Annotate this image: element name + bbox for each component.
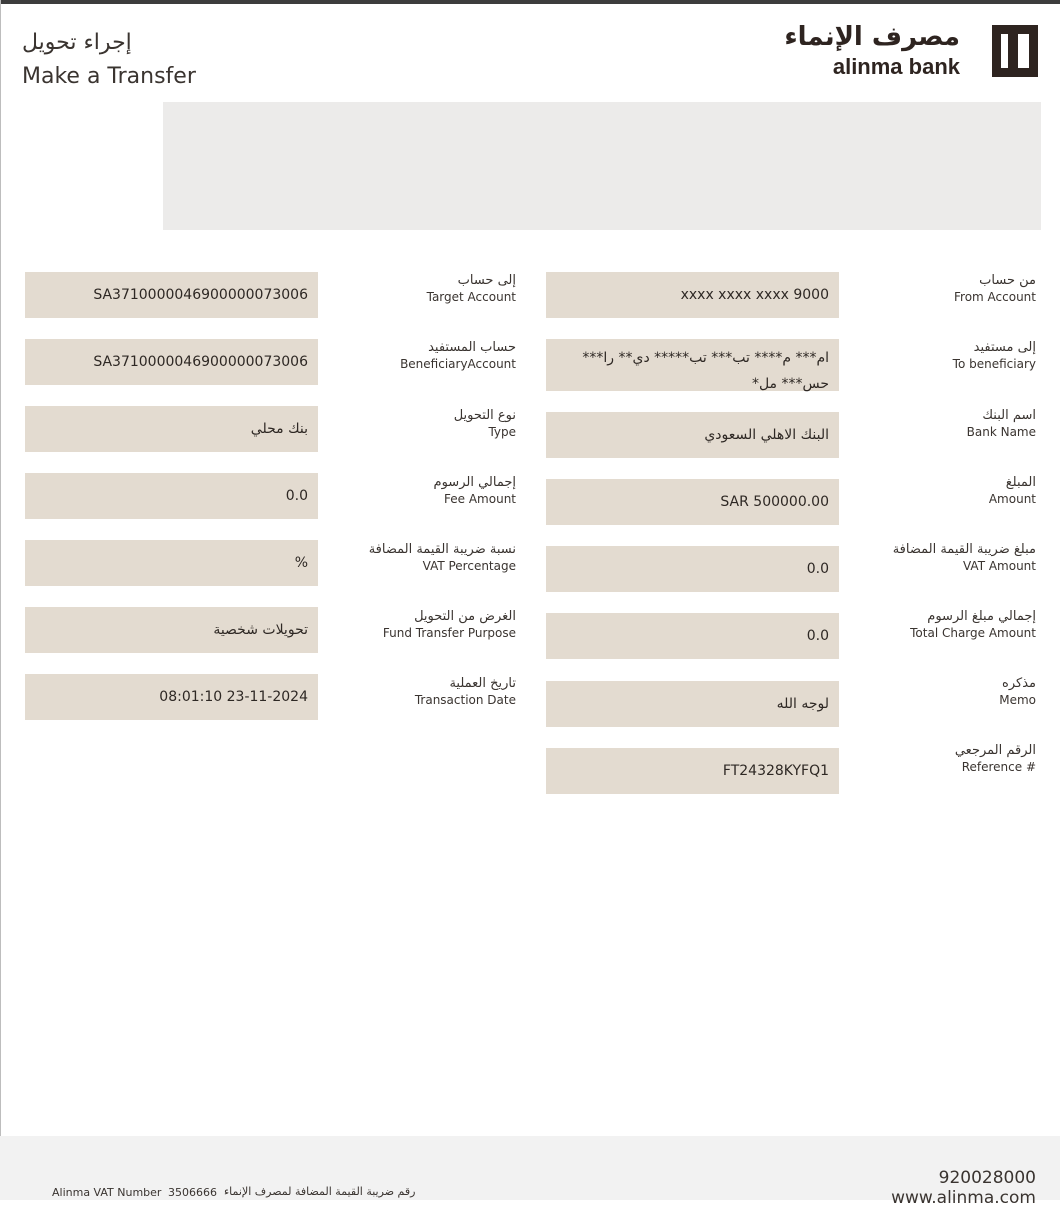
vat-label-en: Alinma VAT Number <box>52 1186 162 1199</box>
bank-name-ar: مصرف الإنماء <box>784 22 960 52</box>
label-amount: المبلغ Amount <box>988 475 1036 506</box>
type-value: بنك محلي <box>25 406 318 452</box>
page-title-ar: إجراء تحويل <box>22 30 132 55</box>
amount-value: SAR 500000.00 <box>546 479 839 525</box>
label-type: نوع التحويل Type <box>453 408 516 439</box>
bank-website[interactable]: www.alinma.com <box>891 1188 1036 1208</box>
label-from-account: من حساب From Account <box>954 273 1036 304</box>
bank-name-value: البنك الاهلي السعودي <box>546 412 839 458</box>
label-transaction-date: تاريخ العملية Transaction Date <box>414 676 516 707</box>
label-bank-name: اسم البنك Bank Name <box>966 408 1036 439</box>
bank-name-en: alinma bank <box>832 54 960 79</box>
alinma-logo-icon <box>992 25 1038 77</box>
page-title-en: Make a Transfer <box>22 64 196 89</box>
reference-value: FT24328KYFQ1 <box>546 748 839 794</box>
bank-logo <box>784 22 1038 82</box>
from-account-value: xxxx xxxx xxxx 9000 <box>546 272 839 318</box>
beneficiary-account-value: SA3710000046900000073006 <box>25 339 318 385</box>
label-reference: الرقم المرجعي Reference # <box>954 743 1036 774</box>
transfer-purpose-value: تحويلات شخصية <box>25 607 318 653</box>
bank-phone: 920028000 <box>938 1168 1036 1188</box>
label-fee-amount: إجمالي الرسوم Fee Amount <box>433 475 516 506</box>
vat-amount-value: 0.0 <box>546 546 839 592</box>
vat-number: 3506666 <box>168 1186 217 1199</box>
top-border <box>0 0 1060 4</box>
label-target-account: إلى حساب Target Account <box>426 273 516 304</box>
total-charge-value: 0.0 <box>546 613 839 659</box>
to-beneficiary-value: ام*** م**** تب*** تب***** دي** را*** حس*** مل* <box>546 339 839 391</box>
label-beneficiary-account: حساب المستفيد BeneficiaryAccount <box>400 340 516 371</box>
label-transfer-purpose: الغرض من التحويل Fund Transfer Purpose <box>382 609 516 640</box>
label-vat-amount: مبلغ ضريبة القيمة المضافة VAT Amount <box>892 542 1036 573</box>
label-memo: مذكره Memo <box>999 676 1036 707</box>
transaction-date-value: 08:01:10 23-11-2024 <box>25 674 318 720</box>
label-vat-percentage: نسبة ضريبة القيمة المضافة VAT Percentage <box>368 542 516 573</box>
fee-amount-value: 0.0 <box>25 473 318 519</box>
label-total-charge: إجمالي مبلغ الرسوم Total Charge Amount <box>910 609 1036 640</box>
vat-label-ar: رقم ضريبة القيمة المضافة لمصرف الإنماء <box>224 1185 416 1198</box>
target-account-value: SA3710000046900000073006 <box>25 272 318 318</box>
vat-percentage-value: % <box>25 540 318 586</box>
page-edge <box>0 0 1 1200</box>
memo-value: لوجه الله <box>546 681 839 727</box>
label-to-beneficiary: إلى مستفيد To beneficiary <box>952 340 1036 371</box>
banner-placeholder <box>163 102 1041 230</box>
